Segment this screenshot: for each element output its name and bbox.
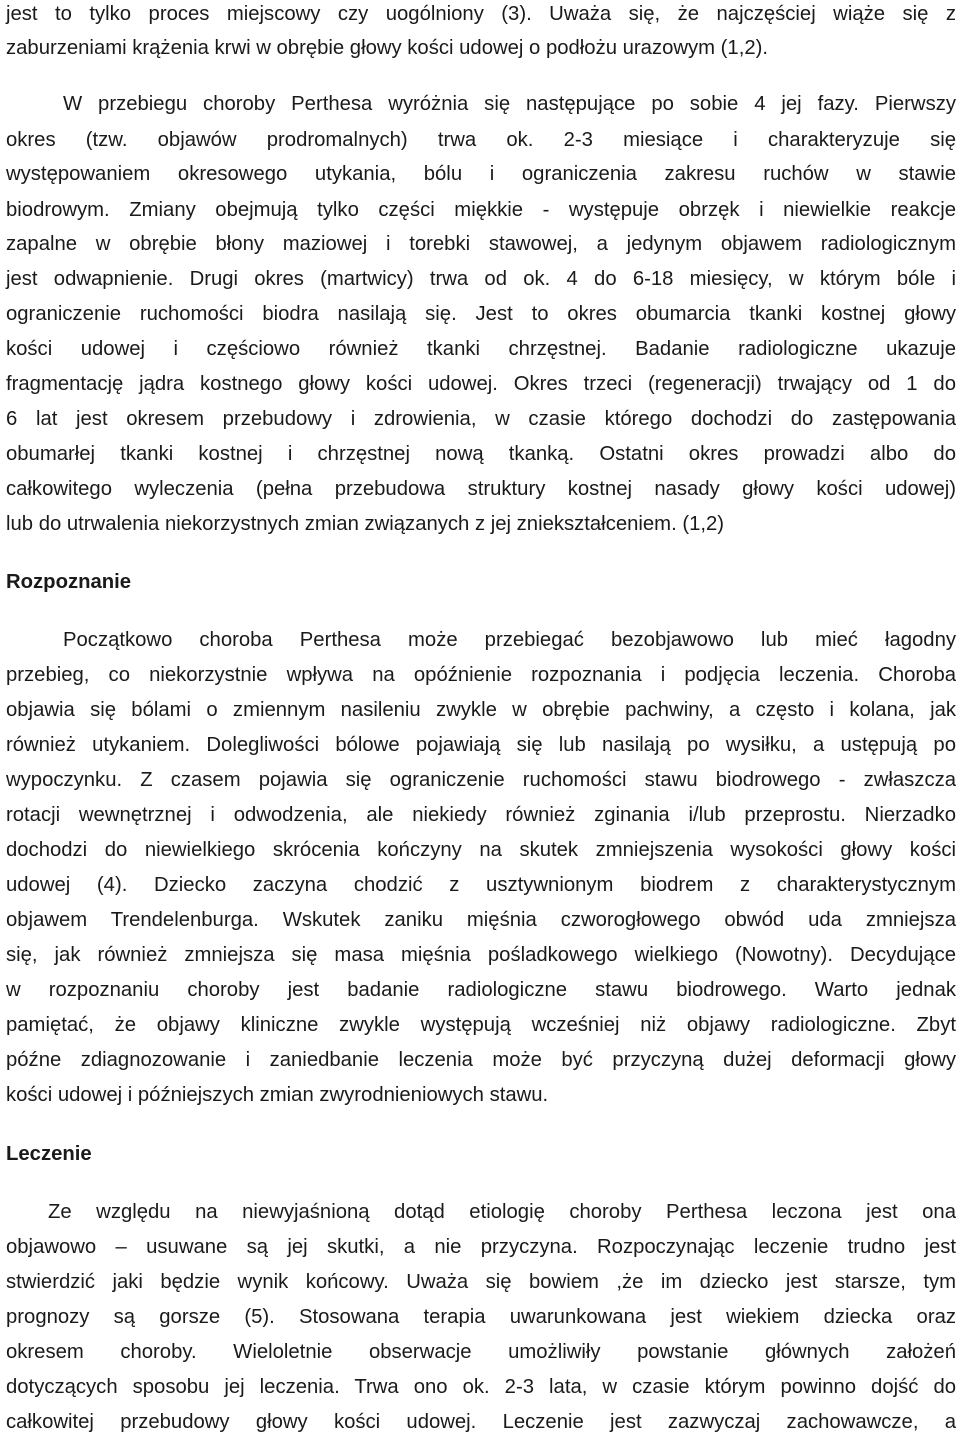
paragraph-line: jest to tylko proces miejscowy czy uogólniony (3). Uważa się, że najczęściej wiąże się z bbox=[6, 3, 956, 25]
paragraph-line: całkowitej przebudowy głowy kości udowej. Leczenie jest zazwyczaj zachowawcze, a bbox=[6, 1411, 956, 1433]
paragraph-line: pamiętać, że objawy kliniczne zwykle występują wcześniej niż objawy radiologiczne. Zbyt bbox=[6, 1014, 956, 1036]
paragraph-line: prognozy są gorsze (5). Stosowana terapia uwarunkowana jest wiekiem dziecka oraz bbox=[6, 1306, 956, 1328]
paragraph-line: zaburzeniami krążenia krwi w obrębie głowy kości udowej o podłożu urazowym (1,2). bbox=[6, 37, 769, 59]
paragraph-line: okresem choroby. Wieloletnie obserwacje umożliwiły powstanie głównych założeń bbox=[6, 1341, 956, 1363]
paragraph-line: dotyczących sposobu jej leczenia. Trwa ono ok. 2-3 lata, w czasie którym powinno dojść do bbox=[6, 1376, 956, 1398]
paragraph-line: kości udowej i częściowo również tkanki chrzęstnej. Badanie radiologiczne ukazuje bbox=[6, 338, 956, 360]
paragraph-line: wypoczynku. Z czasem pojawia się ograniczenie ruchomości stawu biodrowego - zwłaszcza bbox=[6, 769, 956, 791]
paragraph-line: całkowitego wyleczenia (pełna przebudowa struktury kostnej nasady głowy kości udowej) bbox=[6, 478, 956, 500]
paragraph-line: dochodzi do niewielkiego skrócenia kończyny na skutek zmniejszenia wysokości głowy kości bbox=[6, 839, 956, 861]
paragraph-line: stwierdzić jaki będzie wynik końcowy. Uważa się bowiem ,że im dziecko jest starsze, tym bbox=[6, 1271, 956, 1293]
paragraph-line: obumarłej tkanki kostnej i chrzęstnej nową tkanką. Ostatni okres prowadzi albo do bbox=[6, 443, 956, 465]
paragraph-line: ograniczenie ruchomości biodra nasilają się. Jest to okres obumarcia tkanki kostnej głowy bbox=[6, 303, 956, 325]
paragraph-line: występowaniem okresowego utykania, bólu i ograniczenia zakresu ruchów w stawie bbox=[6, 163, 956, 185]
paragraph-line: okres (tzw. objawów prodromalnych) trwa ok. 2-3 miesiące i charakteryzuje się bbox=[6, 129, 956, 151]
paragraph-line: Ze względu na niewyjaśnioną dotąd etiologię choroby Perthesa leczona jest ona bbox=[48, 1201, 956, 1223]
paragraph-line: również utykaniem. Dolegliwości bólowe pojawiają się lub nasilają po wysiłku, a ustępują po bbox=[6, 734, 956, 756]
paragraph-line: biodrowym. Zmiany obejmują tylko części miękkie - występuje obrzęk i niewielkie reakcje bbox=[6, 199, 956, 221]
paragraph-line: udowej (4). Dziecko zaczyna chodzić z usztywnionym biodrem z charakterystycznym bbox=[6, 874, 956, 896]
paragraph-line: rotacji wewnętrznej i odwodzenia, ale niekiedy również zginania i/lub przeprostu. Nierzadko bbox=[6, 804, 956, 826]
section-heading-rozpoznanie: Rozpoznanie bbox=[6, 571, 132, 593]
paragraph-line: w rozpoznaniu choroby jest badanie radiologiczne stawu biodrowego. Warto jednak bbox=[6, 979, 956, 1001]
paragraph-line: objawia się bólami o zmiennym nasileniu zwykle w obrębie pachwiny, a często i kolana, jak bbox=[6, 699, 956, 721]
paragraph-line: lub do utrwalenia niekorzystnych zmian związanych z jej zniekształceniem. (1,2) bbox=[6, 513, 725, 535]
paragraph-line: zapalne w obrębie błony maziowej i torebki stawowej, a jedynym objawem radiologicznym bbox=[6, 233, 956, 255]
paragraph-line: jest odwapnienie. Drugi okres (martwicy) trwa od ok. 4 do 6-18 miesięcy, w którym bóle i bbox=[6, 268, 956, 290]
paragraph-line: kości udowej i późniejszych zmian zwyrodnieniowych stawu. bbox=[6, 1084, 549, 1106]
paragraph-line: przebieg, co niekorzystnie wpływa na opóźnienie rozpoznania i podjęcia leczenia. Choroba bbox=[6, 664, 956, 686]
paragraph-line: fragmentację jądra kostnego głowy kości udowej. Okres trzeci (regeneracji) trwający od 1 do bbox=[6, 373, 956, 395]
paragraph-line: objawem Trendelenburga. Wskutek zaniku mięśnia czworogłowego obwód uda zmniejsza bbox=[6, 909, 956, 931]
paragraph-line: późne zdiagnozowanie i zaniedbanie leczenia może być przyczyną dużej deformacji głowy bbox=[6, 1049, 956, 1071]
paragraph-line: objawowo – usuwane są jej skutki, a nie przyczyna. Rozpoczynając leczenie trudno jest bbox=[6, 1236, 956, 1258]
paragraph-line: W przebiegu choroby Perthesa wyróżnia się następujące po sobie 4 jej fazy. Pierwszy bbox=[63, 93, 956, 115]
section-heading-leczenie: Leczenie bbox=[6, 1143, 92, 1165]
paragraph-line: się, jak również zmniejsza się masa mięśnia pośladkowego wielkiego (Nowotny). Decydujące bbox=[6, 944, 956, 966]
paragraph-line: 6 lat jest okresem przebudowy i zdrowienia, w czasie którego dochodzi do zastępowania bbox=[6, 408, 956, 430]
paragraph-line: Początkowo choroba Perthesa może przebiegać bezobjawowo lub mieć łagodny bbox=[63, 629, 956, 651]
